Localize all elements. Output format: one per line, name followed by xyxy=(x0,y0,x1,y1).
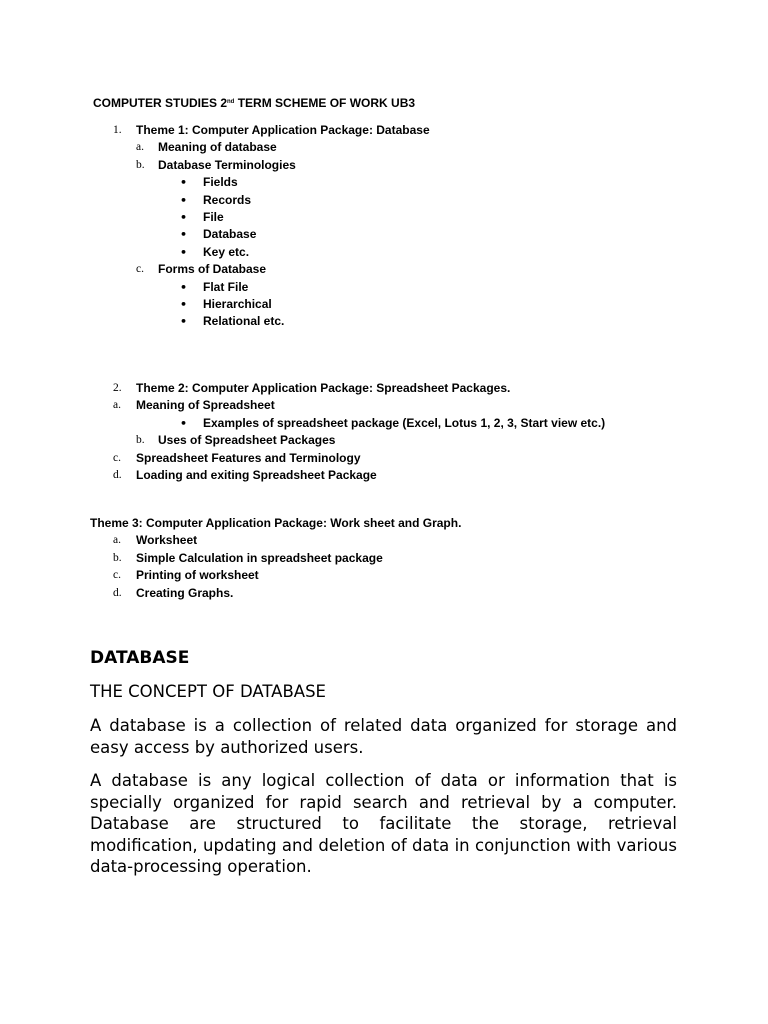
bullet-text: Relational etc. xyxy=(203,314,285,329)
bullet-text: Database xyxy=(203,227,257,242)
list-item xyxy=(0,157,768,174)
list-letter: a. xyxy=(113,399,121,412)
list-item-text: Meaning of database xyxy=(158,140,277,155)
bullet-icon: • xyxy=(180,193,188,207)
bullet-item xyxy=(0,244,768,261)
document-title xyxy=(93,94,415,112)
bullet-item xyxy=(0,226,768,243)
list-letter: d. xyxy=(113,586,122,599)
list-item xyxy=(0,432,768,449)
list-number: 1. xyxy=(113,124,122,136)
bullet-item xyxy=(0,296,768,313)
list-item xyxy=(0,139,768,156)
list-letter: b. xyxy=(136,158,145,171)
bullet-item xyxy=(0,209,768,226)
list-item-text: Meaning of Spreadsheet xyxy=(136,398,275,413)
list-letter: d. xyxy=(113,468,122,481)
paragraph-definition: A database is a collection of related data organized for storage and easy access by authorized users. xyxy=(90,716,677,757)
bullet-text: Flat File xyxy=(203,279,249,294)
theme-title: Theme 1: Computer Application Package: Database xyxy=(136,123,430,137)
bullet-text: File xyxy=(203,209,224,224)
bullet-icon: • xyxy=(180,176,188,190)
bullet-text: Examples of spreadsheet package (Excel, Lotus 1, 2, 3, Start view etc.) xyxy=(203,415,606,430)
bullet-item xyxy=(0,415,768,432)
list-item-text: Spreadsheet Features and Terminology xyxy=(136,450,361,465)
list-letter: a. xyxy=(113,534,121,547)
theme3-heading xyxy=(0,515,768,532)
bullet-icon: • xyxy=(180,297,188,311)
list-letter: c. xyxy=(113,569,121,582)
list-letter: c. xyxy=(113,451,121,464)
bullet-text: Hierarchical xyxy=(203,296,272,311)
bullet-icon: • xyxy=(180,416,188,430)
section-subheading: THE CONCEPT OF DATABASE xyxy=(90,682,326,701)
title-text-part1: COMPUTER STUDIES 2 xyxy=(93,96,228,110)
bullet-item xyxy=(0,192,768,209)
list-letter: b. xyxy=(136,434,145,447)
theme3-section xyxy=(0,515,768,602)
list-item-text: Printing of worksheet xyxy=(136,568,259,583)
list-letter: c. xyxy=(136,263,144,276)
list-number: 2. xyxy=(113,382,122,394)
list-item xyxy=(0,467,768,484)
title-superscript: nd xyxy=(227,99,235,105)
list-item-text: Loading and exiting Spreadsheet Package xyxy=(136,467,377,482)
bullet-text: Fields xyxy=(203,175,238,190)
list-item-text: Uses of Spreadsheet Packages xyxy=(158,433,336,448)
bullet-icon: • xyxy=(180,228,188,242)
paragraph-description: A database is any logical collection of data or information that is specially organized for rapid search and retrieval by a computer. Database are structured to facilitate the storage, retrieval modification, updating and deletion of data in conjunction with various data-processing operation. xyxy=(90,771,677,876)
section-heading: DATABASE xyxy=(90,648,190,668)
bullet-item xyxy=(0,279,768,296)
bullet-icon: • xyxy=(180,280,188,294)
list-item xyxy=(0,532,768,549)
list-item xyxy=(0,261,768,278)
bullet-icon: • xyxy=(180,245,188,259)
title-text-part2: TERM SCHEME OF WORK UB3 xyxy=(234,96,416,110)
theme-title: Theme 2: Computer Application Package: Spreadsheet Packages. xyxy=(136,381,511,395)
bullet-icon: • xyxy=(180,210,188,224)
list-letter: b. xyxy=(113,551,122,564)
list-item-text: Forms of Database xyxy=(158,262,267,277)
list-item xyxy=(0,550,768,567)
list-item-text: Worksheet xyxy=(136,533,198,548)
bullet-text: Key etc. xyxy=(203,244,250,259)
bullet-item xyxy=(0,313,768,330)
theme2-heading xyxy=(0,380,768,397)
list-item-text: Creating Graphs. xyxy=(136,585,234,600)
bullet-icon: • xyxy=(180,315,188,329)
theme1-heading xyxy=(0,122,768,139)
theme2-section xyxy=(0,380,768,484)
theme-title: Theme 3: Computer Application Package: Work sheet and Graph. xyxy=(90,516,462,530)
list-item-text: Simple Calculation in spreadsheet package xyxy=(136,550,383,565)
list-item xyxy=(0,567,768,584)
list-letter: a. xyxy=(136,141,144,154)
list-item-text: Database Terminologies xyxy=(158,157,296,172)
theme1-section xyxy=(0,122,768,331)
bullet-item xyxy=(0,174,768,191)
list-item xyxy=(0,450,768,467)
list-item xyxy=(0,585,768,602)
bullet-text: Records xyxy=(203,192,252,207)
list-item xyxy=(0,397,768,414)
